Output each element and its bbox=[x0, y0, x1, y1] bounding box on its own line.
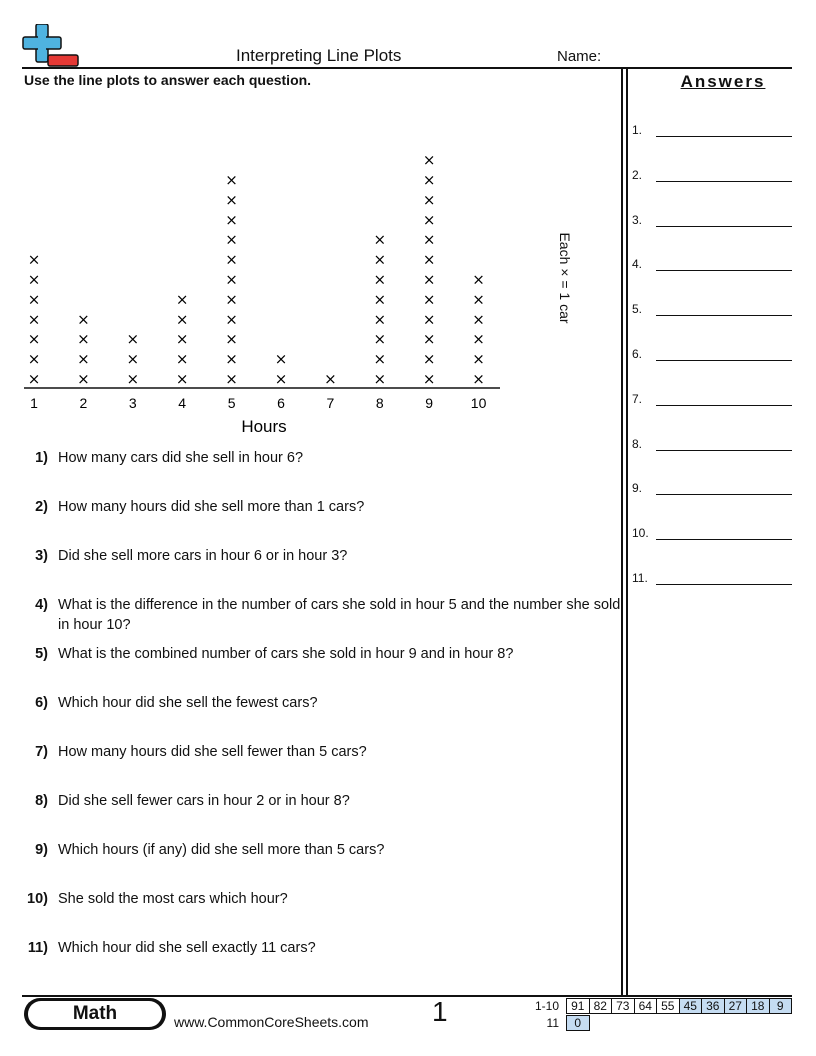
plot-mark: × bbox=[422, 350, 436, 369]
answer-blank[interactable] bbox=[656, 226, 792, 227]
plot-mark: × bbox=[324, 370, 337, 388]
plot-mark: × bbox=[373, 270, 387, 289]
question-text: How many cars did she sell in hour 6? bbox=[58, 450, 304, 466]
score-cell: 55 bbox=[656, 998, 680, 1014]
question-item bbox=[22, 840, 622, 860]
plot-mark: × bbox=[422, 230, 436, 249]
plot-mark: × bbox=[422, 171, 436, 189]
x-tick-label: 4 bbox=[178, 395, 187, 411]
answer-number: 2. bbox=[632, 167, 643, 182]
plot-mark: × bbox=[422, 190, 436, 209]
answer-number: 5. bbox=[632, 302, 643, 317]
answer-row bbox=[632, 481, 792, 499]
question-number: 3) bbox=[35, 548, 48, 564]
plot-mark: × bbox=[175, 290, 189, 309]
question-item bbox=[22, 791, 622, 811]
plot-mark: × bbox=[27, 250, 41, 269]
plot-mark: × bbox=[373, 370, 387, 388]
question-number: 10) bbox=[27, 891, 48, 907]
question-item bbox=[22, 595, 622, 635]
answer-number: 11. bbox=[632, 571, 648, 585]
plot-mark: × bbox=[225, 230, 238, 249]
question-text: She sold the most cars which hour? bbox=[58, 891, 288, 907]
plus-minus-logo-icon bbox=[22, 24, 80, 68]
plot-mark: × bbox=[472, 330, 485, 349]
plot-mark: × bbox=[225, 210, 238, 229]
line-plot bbox=[20, 140, 540, 440]
answer-blank[interactable] bbox=[656, 584, 792, 585]
answer-row bbox=[632, 302, 792, 320]
question-item bbox=[22, 497, 622, 517]
plot-mark: × bbox=[472, 310, 485, 329]
answer-row bbox=[632, 347, 792, 365]
plot-mark: × bbox=[126, 350, 140, 369]
plot-mark: × bbox=[27, 270, 41, 289]
x-tick-label: 10 bbox=[470, 395, 487, 411]
question-number: 5) bbox=[35, 646, 48, 662]
plot-mark: × bbox=[472, 350, 485, 369]
plot-mark: × bbox=[27, 330, 41, 349]
answer-number: 8. bbox=[632, 436, 643, 451]
plot-mark: × bbox=[77, 370, 90, 388]
question-number: 7) bbox=[35, 744, 48, 760]
plot-mark: × bbox=[77, 310, 90, 329]
answer-row bbox=[632, 526, 792, 544]
question-text: Which hours (if any) did she sell more than 5 cars? bbox=[58, 842, 385, 858]
score-cell: 18 bbox=[746, 998, 770, 1014]
question-item bbox=[22, 938, 622, 958]
answer-blank[interactable] bbox=[656, 360, 792, 361]
answer-blank[interactable] bbox=[656, 539, 792, 540]
answer-number: 6. bbox=[632, 347, 643, 361]
answer-row bbox=[632, 571, 792, 589]
question-item bbox=[22, 644, 622, 664]
answer-blank[interactable] bbox=[656, 450, 792, 451]
answer-blank[interactable] bbox=[656, 405, 792, 406]
answer-row bbox=[632, 213, 792, 231]
plot-mark: × bbox=[225, 270, 238, 289]
score-cell: 91 bbox=[566, 998, 590, 1014]
x-tick-label: 2 bbox=[79, 395, 88, 411]
question-text: How many hours did she sell fewer than 5 cars? bbox=[58, 744, 367, 760]
question-text: Which hour did she sell exactly 11 cars? bbox=[58, 940, 316, 956]
plot-mark: × bbox=[126, 330, 140, 349]
answer-blank[interactable] bbox=[656, 181, 792, 182]
answer-row bbox=[632, 168, 792, 186]
score-cell: 82 bbox=[589, 998, 613, 1014]
score-row-label: 1-10 bbox=[534, 999, 559, 1013]
subject-badge bbox=[24, 998, 166, 1030]
question-item bbox=[22, 742, 622, 762]
score-cell: 36 bbox=[701, 998, 725, 1014]
plot-mark: × bbox=[27, 290, 41, 309]
question-number: 2) bbox=[35, 499, 48, 515]
question-number: 1) bbox=[35, 450, 48, 466]
plot-mark: × bbox=[472, 370, 485, 388]
plot-mark: × bbox=[77, 330, 90, 349]
question-number: 11) bbox=[27, 940, 48, 956]
question-item bbox=[22, 546, 622, 566]
plot-mark: × bbox=[27, 370, 41, 388]
plot-mark: × bbox=[373, 230, 387, 249]
answers-title: Answers bbox=[680, 72, 766, 91]
plot-mark: × bbox=[225, 310, 238, 329]
answer-blank[interactable] bbox=[656, 136, 792, 137]
x-tick-label: 8 bbox=[375, 395, 384, 411]
page-title: Interpreting Line Plots bbox=[236, 46, 402, 65]
plot-mark: × bbox=[373, 250, 387, 269]
plot-mark: × bbox=[373, 310, 387, 329]
score-cell: 73 bbox=[611, 998, 635, 1014]
question-item bbox=[22, 693, 622, 713]
plot-mark: × bbox=[422, 210, 436, 229]
answer-number: 4. bbox=[632, 257, 643, 272]
plot-mark: × bbox=[422, 151, 436, 170]
plot-mark: × bbox=[472, 270, 485, 289]
answer-blank[interactable] bbox=[656, 494, 792, 495]
plot-mark: × bbox=[225, 171, 238, 189]
plot-mark: × bbox=[373, 350, 387, 369]
footer-rule bbox=[22, 995, 792, 997]
question-text: Which hour did she sell the fewest cars? bbox=[58, 695, 318, 711]
question-text: Did she sell more cars in hour 6 or in hour 3? bbox=[58, 548, 348, 564]
score-cell: 0 bbox=[566, 1015, 590, 1031]
plot-mark: × bbox=[77, 350, 90, 369]
answer-number: 7. bbox=[632, 391, 643, 406]
plot-mark: × bbox=[373, 330, 387, 349]
question-number: 9) bbox=[35, 842, 48, 858]
header-rule bbox=[22, 67, 792, 69]
plot-mark: × bbox=[225, 330, 238, 349]
plot-mark: × bbox=[422, 290, 436, 309]
plot-mark: × bbox=[126, 370, 140, 388]
instructions: Use the line plots to answer each question. bbox=[24, 72, 312, 88]
plot-mark: × bbox=[27, 310, 41, 329]
plot-mark: × bbox=[422, 250, 436, 269]
answer-blank[interactable] bbox=[656, 315, 792, 316]
website-url: www.CommonCoreSheets.com bbox=[174, 1014, 369, 1030]
question-text: What is the difference in the number of cars she sold in hour 5 and the number she sold in hour 10? bbox=[58, 597, 621, 633]
question-number: 8) bbox=[35, 793, 48, 809]
plot-mark: × bbox=[422, 330, 436, 349]
question-text: How many hours did she sell more than 1 cars? bbox=[58, 499, 365, 515]
score-cell: 9 bbox=[769, 998, 793, 1014]
question-item bbox=[22, 889, 622, 909]
answer-number: 3. bbox=[632, 212, 643, 227]
question-item bbox=[22, 448, 622, 468]
plot-mark: × bbox=[422, 270, 436, 289]
answer-number: 10. bbox=[632, 526, 649, 541]
answer-row bbox=[632, 437, 792, 455]
plot-mark: × bbox=[472, 290, 485, 309]
plot-mark: × bbox=[225, 250, 238, 269]
x-tick-label: 7 bbox=[326, 395, 335, 411]
score-row-label: 11 bbox=[546, 1015, 559, 1030]
x-axis-label: Hours bbox=[241, 417, 287, 436]
score-cell: 45 bbox=[679, 998, 703, 1014]
score-cell: 64 bbox=[634, 998, 658, 1014]
answer-row bbox=[632, 257, 792, 275]
x-tick-label: 1 bbox=[30, 395, 38, 411]
plot-mark: × bbox=[175, 350, 189, 369]
plot-mark: × bbox=[422, 310, 436, 329]
x-tick-label: 5 bbox=[227, 395, 236, 411]
question-text: Did she sell fewer cars in hour 2 or in hour 8? bbox=[58, 793, 350, 809]
question-text: What is the combined number of cars she sold in hour 9 and in hour 8? bbox=[58, 646, 514, 662]
plot-mark: × bbox=[175, 330, 189, 349]
answer-row bbox=[632, 392, 792, 410]
plot-mark: × bbox=[274, 350, 288, 369]
question-number: 6) bbox=[35, 695, 48, 711]
plot-legend: Each × = 1 car bbox=[557, 232, 573, 324]
plot-mark: × bbox=[422, 370, 436, 388]
plot-mark: × bbox=[27, 350, 41, 369]
name-label: Name: bbox=[557, 48, 602, 65]
column-divider bbox=[626, 67, 628, 995]
x-tick-label: 9 bbox=[425, 395, 434, 411]
subject-label: Math bbox=[28, 1001, 162, 1027]
plot-mark: × bbox=[225, 290, 238, 309]
answer-blank[interactable] bbox=[656, 270, 792, 271]
plot-mark: × bbox=[225, 190, 238, 209]
plot-mark: × bbox=[274, 370, 288, 388]
plot-mark: × bbox=[225, 370, 238, 388]
page-number: 1 bbox=[432, 996, 448, 1027]
question-number: 4) bbox=[35, 597, 48, 613]
x-tick-label: 6 bbox=[277, 395, 285, 411]
plot-mark: × bbox=[175, 310, 189, 329]
plot-mark: × bbox=[225, 350, 238, 369]
x-tick-label: 3 bbox=[128, 395, 137, 411]
score-cell: 27 bbox=[724, 998, 748, 1014]
plot-mark: × bbox=[175, 370, 189, 388]
answer-row bbox=[632, 123, 792, 141]
answer-number: 1. bbox=[632, 123, 643, 137]
answer-number: 9. bbox=[632, 481, 643, 496]
plot-mark: × bbox=[373, 290, 387, 309]
